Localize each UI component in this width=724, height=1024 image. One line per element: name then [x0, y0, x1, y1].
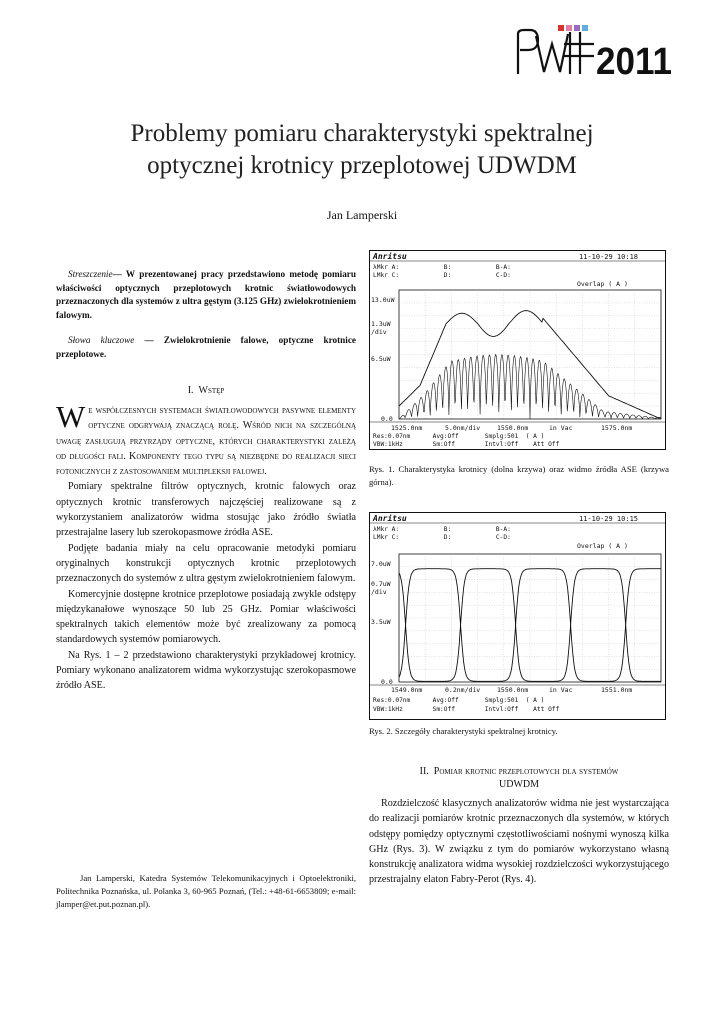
- paragraph: Podjęte badania miały na celu opracowanie metodyki pomiaru oryginalnych konstrukcji optycznych krotnic przeplotowych przeznaczonych do systemów z ultra gęstym zwielokrotnieniem falowym.: [56, 542, 356, 585]
- y-label-bottom: 0.0: [381, 415, 393, 423]
- figure-1-spectrum-screen: [369, 250, 666, 450]
- abstract-label: Streszczenie: [68, 269, 113, 279]
- title-line-2: optycznej krotnicy przeplotowej UDWDM: [147, 152, 577, 179]
- section-heading-2: [369, 765, 669, 791]
- x-label-div: 0.2nm/div: [445, 686, 481, 694]
- instrument-brand: Anritsu: [373, 252, 407, 261]
- section-number: I.: [187, 385, 194, 396]
- right-column-body: [369, 796, 669, 888]
- paragraph: Pomiary spektralne filtrów optycznych, krotnic falowych oraz optycznych krotnic transferowych najczęściej realizowane są z wykorzystaniem analizatorów widma stosując jako źródło światła przestrajalne lasery lub szerokopasmowe źródła ASE.: [56, 481, 356, 539]
- status-line-1: Res:0.07nm Avg:Off Smplg:501 ( A ): [373, 433, 545, 440]
- y-label-mid: 6.5uW: [371, 355, 391, 363]
- y-label-top: 13.0uW: [371, 296, 395, 304]
- marker-header-1: λMkr A: B: B-A:: [373, 526, 511, 533]
- drop-cap: W: [56, 399, 86, 434]
- footnote-text: Jan Lamperski, Katedra Systemów Telekomunikacyjnych i Optoelektroniki, Politechnika Poznańska, ul. Polanka 3, 60-965 Poznań, (Tel.: +48-61-6653809; e-mail: jlamper@et.put.poznan.pl).: [56, 873, 356, 909]
- x-label-unit: in Vac: [549, 686, 573, 694]
- status-line-2: VBW:1kHz Sm:Off Intvl:Off Att Off: [373, 706, 560, 713]
- figure-2-caption: Rys. 2. Szczegóły charakterystyki spektralnej krotnicy.: [369, 726, 558, 736]
- paragraph: Na Rys. 1 – 2 przedstawiono charakterystyki przykładowej krotnicy. Pomiary wykonano analizatorem widma wykorzystując szerokopasmowe źródło ASE.: [56, 649, 356, 692]
- paragraph: Komercyjnie dostępne krotnice przeplotowe posiadają zwykle odstępy międzykanałowe wynoszące 50 lub 25 GHz. Pomiar właściwości spektralnych takich elementów może być zrealizowany za pomocą standardowych systemów pomiarowych.: [56, 588, 356, 646]
- figure-2-spectrum-screen: [369, 512, 666, 720]
- abstract: [56, 268, 356, 322]
- paper-title: [40, 118, 684, 182]
- y-label-div-unit: /div: [371, 588, 387, 596]
- x-label-div: 5.0nm/div: [445, 424, 481, 432]
- marker-header-2: LMkr C: D: C-D:: [373, 534, 511, 541]
- figure-1-caption: Rys. 1. Charakterystyka krotnicy (dolna krzywa) oraz widmo źródła ASE (krzywa górna).: [369, 464, 669, 487]
- instrument-datetime: 11-10-29 10:15: [579, 515, 639, 523]
- instrument-datetime: 11-10-29 10:18: [579, 253, 639, 261]
- y-label-bottom: 0.0: [381, 678, 393, 686]
- y-label-div: 1.3uW: [371, 320, 391, 328]
- paragraph-text: e współczesnych systemach światłowodowych pasywne elementy optyczne odgrywają znaczącą rolę. Wśród nich na szczególną uwagę zasługują przyrządy optyczne, których charakterystyki zależą od długości fali. Komponenty tego typu są niezbędne do realizacji sieci fotonicznych z zastosowaniem multipleksji falowej.: [56, 405, 356, 478]
- paragraph: [56, 399, 356, 479]
- x-label-left: 1549.0nm: [391, 686, 423, 694]
- author-footnote: [56, 872, 356, 911]
- marker-header-1: λMkr A: B: B-A:: [373, 264, 511, 271]
- keywords: [56, 334, 356, 361]
- x-label-unit: in Vac: [549, 424, 573, 432]
- y-label-top: 7.0uW: [371, 560, 391, 568]
- logo-year: 2011: [596, 41, 672, 82]
- title-line-1: Problemy pomiaru charakterystyki spektralnej: [130, 120, 594, 147]
- section-title: Wstęp: [198, 385, 225, 396]
- overlap-label: Overlap ( A ): [577, 280, 628, 288]
- x-label-right: 1575.0nm: [601, 424, 633, 432]
- status-line-1: Res:0.07nm Avg:Off Smplg:501 ( A ): [373, 697, 545, 704]
- section-title: Pomiar krotnic przeplotowych dla systemów: [433, 766, 619, 777]
- keywords-text: — Zwielokrotnienie falowe, optyczne krotnice przeplotowe.: [56, 335, 357, 359]
- y-label-div-unit: /div: [371, 328, 387, 336]
- instrument-brand: Anritsu: [373, 514, 407, 523]
- x-label-center: 1550.0nm: [497, 686, 529, 694]
- abstract-text: — W prezentowanej pracy przedstawiono metodę pomiaru właściwości optycznych przeplotowych krotnic światłowodowych przeznaczonych dla systemów z ultra gęstym (3.125 GHz) zwielokrotnieniem falowym.: [56, 269, 356, 320]
- logo-mark: [518, 30, 594, 74]
- section-number: II.: [419, 766, 429, 777]
- section-title-line-2: UDWDM: [499, 779, 539, 790]
- author: Jan Lamperski: [326, 208, 398, 222]
- y-label-mid: 3.5uW: [371, 618, 391, 626]
- overlap-label: Overlap ( A ): [577, 542, 628, 550]
- paragraph: Rozdzielczość klasycznych analizatorów widma nie jest wystarczająca do realizacji pomiarów krotnic przeznaczonych dla systemów, w których odstępy pomiędzy optycznymi częstotliwościami nośnymi wynoszą kilka GHz (Rys. 3). W związku z tym do pomiarów wykorzystano własną konstrukcję analizatora widma wysokiej rozdzielczości wykorzystującego przestrajalny elaton Fabry-Perot (Rys. 4).: [369, 798, 669, 886]
- x-label-right: 1551.0nm: [601, 686, 633, 694]
- marker-header-2: LMkr C: D: C-D:: [373, 272, 511, 279]
- x-label-center: 1550.0nm: [497, 424, 529, 432]
- x-label-left: 1525.0nm: [391, 424, 423, 432]
- status-line-2: VBW:1kHz Sm:Off Intvl:Off Att Off: [373, 441, 560, 448]
- keywords-label: Słowa kluczowe: [68, 335, 135, 345]
- y-label-div: 0.7uW: [371, 580, 391, 588]
- conference-logo: [514, 22, 674, 82]
- left-column-body: [56, 399, 356, 694]
- section-heading-1: [56, 385, 356, 396]
